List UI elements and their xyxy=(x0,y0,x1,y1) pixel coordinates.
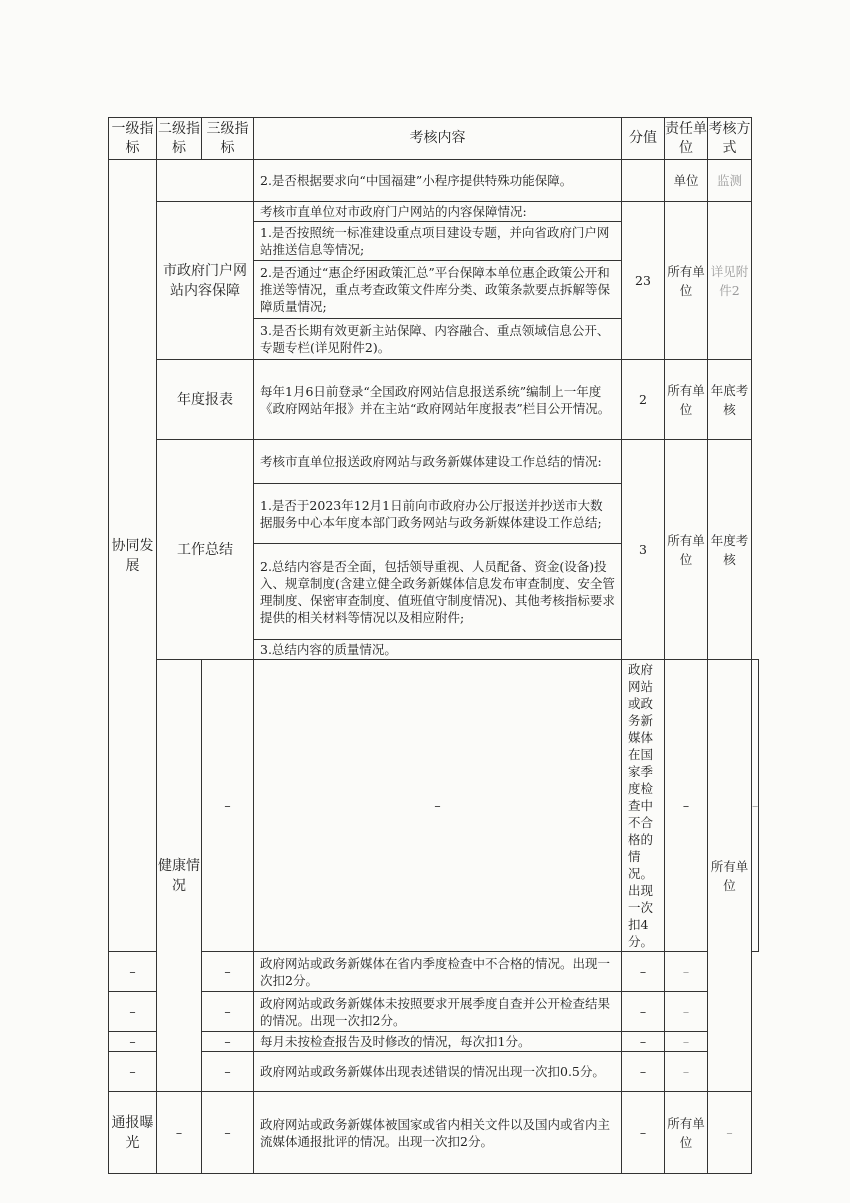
table-row xyxy=(109,1032,759,1052)
portal-item-0: 考核市直单位对市政府门户网站的内容保障情况: xyxy=(254,202,622,222)
health-row-2: 政府网站或政务新媒体未按照要求开展季度自查并公开检查结果的情况。出现一次扣2分。 xyxy=(254,992,622,1032)
table-row xyxy=(109,1052,759,1092)
dash: – xyxy=(202,1092,254,1174)
header-level3: 三级指标 xyxy=(202,118,254,160)
section-label-health: 健康情况 xyxy=(157,660,202,1092)
summary-score: 3 xyxy=(622,440,665,660)
annual-name: 年度报表 xyxy=(157,360,254,440)
summary-item-3: 3.总结内容的质量情况。 xyxy=(254,640,622,660)
health-row-1: 政府网站或政务新媒体在省内季度检查中不合格的情况。出现一次扣2分。 xyxy=(254,952,622,992)
dash: – xyxy=(202,1032,254,1052)
table-row xyxy=(109,660,759,952)
assessment-table xyxy=(108,117,759,1174)
table-row xyxy=(109,952,759,992)
dash: – xyxy=(109,1052,157,1092)
portal-name: 市政府门户网站内容保障 xyxy=(157,202,254,360)
dash: – xyxy=(202,952,254,992)
dash: – xyxy=(109,1032,157,1052)
header-method: 考核方式 xyxy=(708,118,752,160)
dash: – xyxy=(665,952,708,992)
portal-item-2: 2.是否通过“惠企纾困政策汇总”平台保障本单位惠企政策公开和推送等情况，重点考查政策文件库分类、政策条款要点拆解等保障质量情况; xyxy=(254,261,622,319)
portal-item-1: 1.是否按照统一标准建设重点项目建设专题，并向省政府门户网站推送信息等情况; xyxy=(254,222,622,261)
dash: – xyxy=(752,660,759,952)
dash: – xyxy=(622,1052,665,1092)
dash: – xyxy=(622,952,665,992)
portal-method: 详见附件2 xyxy=(708,202,752,360)
section-label-xietong: 协同发展 xyxy=(109,160,157,952)
annual-text: 每年1月6日前登录“全国政府网站信息报送系统”编制上一年度《政府网站年报》并在主站“政府网站年度报表”栏目公开情况。 xyxy=(254,360,622,440)
summary-unit: 所有单位 xyxy=(665,440,708,660)
exposure-text: 政府网站或政务新媒体被国家或省内相关文件以及国内或省内主流媒体通报批评的情况。出现一次扣2分。 xyxy=(254,1092,622,1174)
dash: – xyxy=(622,1032,665,1052)
row0-text: 2.是否根据要求向“中国福建”小程序提供特殊功能保障。 xyxy=(254,160,622,202)
dash: – xyxy=(109,952,157,992)
header-unit: 责任单位 xyxy=(665,118,708,160)
dash: – xyxy=(665,992,708,1032)
exposure-unit: 所有单位 xyxy=(665,1092,708,1174)
dash: – xyxy=(665,1032,708,1052)
dash: – xyxy=(109,992,157,1032)
dash: – xyxy=(202,992,254,1032)
row0-method: 监测 xyxy=(708,160,752,202)
dash: – xyxy=(665,1052,708,1092)
portal-unit: 所有单位 xyxy=(665,202,708,360)
header-row xyxy=(109,118,759,160)
header-score: 分值 xyxy=(622,118,665,160)
annual-score: 2 xyxy=(622,360,665,440)
dash: – xyxy=(622,1092,665,1174)
health-row-0: 政府网站或政务新媒体在国家季度检查中不合格的情况。出现一次扣4分。 xyxy=(622,660,665,952)
annual-method: 年底考核 xyxy=(708,360,752,440)
header-level1: 一级指标 xyxy=(109,118,157,160)
section-label-exposure: 通报曝光 xyxy=(109,1092,157,1174)
dash: – xyxy=(157,1092,202,1174)
header-level2: 二级指标 xyxy=(157,118,202,160)
table-row xyxy=(109,1092,759,1174)
summary-item-0: 考核市直单位报送政府网站与政务新媒体建设工作总结的情况: xyxy=(254,440,622,484)
summary-item-2: 2.总结内容是否全面，包括领导重视、人员配备、资金(设备)投入、规章制度(含建立健全政务新媒体信息发布审查制度、安全管理制度、保密审查制度、值班值守制度情况)、其他考核指标要求提供的相关材料等情况以及相应附件; xyxy=(254,544,622,640)
health-row-4: 政府网站或政务新媒体出现表述错误的情况出现一次扣0.5分。 xyxy=(254,1052,622,1092)
header-content: 考核内容 xyxy=(254,118,622,160)
dash: – xyxy=(622,992,665,1032)
table-row xyxy=(109,202,759,222)
table-row xyxy=(109,440,759,484)
summary-method: 年度考核 xyxy=(708,440,752,660)
health-unit: 所有单位 xyxy=(708,660,752,1092)
portal-item-3: 3.是否长期有效更新主站保障、内容融合、重点领域信息公开、专题专栏(详见附件2)。 xyxy=(254,319,622,360)
summary-item-1: 1.是否于2023年12月1日前向市政府办公厅报送并抄送市大数据服务中心本年度本部门政务网站与政务新媒体建设工作总结; xyxy=(254,484,622,544)
portal-score: 23 xyxy=(622,202,665,360)
table-row xyxy=(109,160,759,202)
annual-unit: 所有单位 xyxy=(665,360,708,440)
health-row-3: 每月未按检查报告及时修改的情况，每次扣1分。 xyxy=(254,1032,622,1052)
dash: – xyxy=(254,660,622,952)
dash: – xyxy=(202,660,254,952)
dash: – xyxy=(708,1092,752,1174)
summary-name: 工作总结 xyxy=(157,440,254,660)
dash: – xyxy=(665,660,708,952)
table-row xyxy=(109,992,759,1032)
table-row xyxy=(109,360,759,440)
row0-unit: 单位 xyxy=(665,160,708,202)
dash: – xyxy=(202,1052,254,1092)
